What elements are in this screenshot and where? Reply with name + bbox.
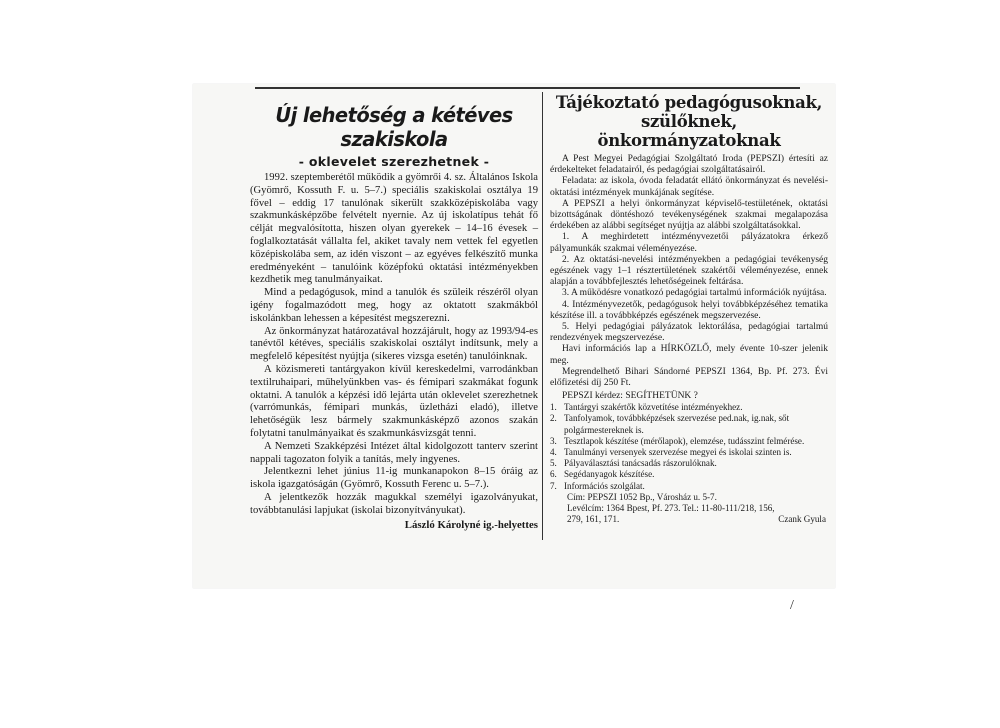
list-number: 5.	[550, 458, 557, 469]
paragraph: Mind a pedagógusok, mind a tanulók és szüleik részéről olyan igény fogalmazódott meg, hogy az oktatott szakmákból iskolánkban lehessen a képesítést megszerezni.	[250, 287, 538, 324]
paragraph: A PEPSZI a helyi önkormányzat képviselő-testületének, oktatási bizottságának döntéshozó tevékenységének szakmai megalapozása érdekében az alábbi segítséget nyújtja az alábbi szolgáltatásokkal.	[550, 198, 828, 232]
paragraph: Megrendelhető Bihari Sándorné PEPSZI 1364, Bp. Pf. 273. Évi előfizetési díj 250 Ft.	[550, 366, 828, 389]
contact-phone-line	[567, 514, 828, 525]
right-article	[550, 93, 828, 526]
right-article-title	[550, 93, 828, 150]
top-rule	[255, 87, 800, 89]
list-number: 2.	[550, 413, 557, 424]
contact-mail: Levélcím: 1364 Bpest, Pf. 273. Tel.: 11-80-111/218, 156,	[567, 503, 775, 514]
paragraph: 3. A működésre vonatkozó pedagógiai tartalmú információk nyújtása.	[562, 288, 827, 299]
list-item	[550, 436, 828, 447]
list-text: Információs szolgálat.	[564, 480, 645, 491]
list-number: 6.	[550, 469, 557, 480]
list-item	[550, 469, 828, 480]
list-number: 4.	[550, 447, 557, 458]
left-article	[250, 93, 538, 531]
right-title-line1: Tájékoztató pedagógusoknak,	[555, 93, 823, 112]
contact-address: Cím: PEPSZI 1052 Bp., Városház u. 5-7.	[567, 491, 717, 502]
list-item	[550, 458, 828, 469]
left-article-signature: László Károlyné ig.-helyettes	[404, 518, 538, 531]
paragraph: A jelentkezők hozzák magukkal személyi igazolványukat, továbbtanulási lapjukat (iskolai bizonyítványukat).	[250, 491, 538, 516]
left-article-subtitle: - oklevelet szerezhetnek -	[298, 154, 490, 169]
list-text: Pályaválasztási tanácsadás rászorulóknak.	[564, 458, 717, 469]
list-text: Segédanyagok készítése.	[564, 469, 655, 480]
list-text: Tesztlapok készítése (mérőlapok), elemzése, tudásszint felmérése.	[564, 435, 805, 446]
contact-block	[567, 492, 828, 526]
paragraph: 4. Intézményvezetők, pedagógusok helyi továbbképzéséhez tematika készítése ill. a továbbképzés egészének megszervezése.	[550, 299, 828, 321]
paragraph: Feladata: az iskola, óvoda feladatát ellátó önkormányzat és nevelési-oktatási intézmények munkájának segítése.	[550, 176, 828, 198]
paragraph: A közismereti tantárgyakon kívül kereskedelmi, varrodánkban textilruhaipari, műhelyünkben vas- és fémipari szakmákat fogunk oktatni. A tanulók a képzési idő lejárta után oklevelet szerezhetnek (varrómunkás, fémipari munkás, üzletházi eladó), illetve lehetőségük lesz bármely szakmunkásképző azonos szakán folytatni tanulmányaikat és szakmunkásvizsgát tenni.	[250, 363, 538, 439]
column-divider	[542, 92, 543, 540]
contact-phone-extensions: 279, 161, 171.	[567, 514, 620, 525]
left-article-body	[250, 172, 538, 531]
paragraph: A Pest Megyei Pedagógiai Szolgáltató Iroda (PEPSZI) értesíti az érdekelteket feladatairól, és pedagógiai szolgáltatásairól.	[550, 154, 828, 176]
paragraph: 5. Helyi pedagógiai pályázatok lektorálása, pedagógiai tartalmú rendezvények megszervezése.	[550, 322, 828, 344]
paragraph: 1. A meghirdetett intézményvezetői pályázatokra érkező pályamunkák szakmai véleményezése.	[550, 232, 828, 254]
list-number: 3.	[550, 435, 557, 446]
list-item	[550, 447, 828, 458]
stray-pen-mark: /	[790, 598, 794, 613]
right-title-line2: szülőknek, önkormányzatoknak	[597, 112, 781, 150]
list-text: Tanfolyamok, továbbképzések szervezése ped.nak, ig.nak, sőt polgármestereknek is.	[564, 413, 790, 435]
list-item	[550, 413, 828, 435]
list-number: 7.	[550, 480, 557, 491]
list-item	[550, 481, 828, 492]
right-article-signature: Czank Gyula	[778, 514, 826, 525]
paragraph: Jelentkezni lehet június 11-ig munkanapokon 8–15 óráig az iskola igazgatóságán (Gyömrő, Kossuth Ferenc u. 5–7.).	[250, 466, 538, 491]
left-article-title: Új lehetőség a kétéves szakiskola	[275, 103, 513, 151]
right-article-body	[550, 154, 828, 526]
list-text: Tanulmányi versenyek szervezése megyei és iskolai szinten is.	[564, 447, 792, 458]
paragraph: 1992. szeptemberétől működik a gyömrői 4. sz. Általános Iskola (Gyömrő, Kossuth F. u. 5–7.) speciális szakiskolai osztálya 19 fővel – eddig 17 tanulónak sikerült szakközépiskolába vagy szakmunkásképzőbe felvételt nyernie. Az új iskolatípus tehát fő célját megvalósította, hiszen olyan gyerekek – 14–16 évesek – foglalkoztatását vállalta fel, akiket tavaly nem vettek fel egyetlen középiskolába sem, az idén viszont – az egyéves felkészítő munka eredményeként – tanulóink középfokú oktatási intézményekben kezdhetik meg tanulmányaikat.	[250, 172, 538, 286]
list-number: 1.	[550, 402, 557, 413]
services-list	[550, 402, 828, 492]
paragraph: Az önkormányzat határozatával hozzájárult, hogy az 1993/94-es tanévtől kétéves, speciális szakiskolai osztályt indítsunk, mely a megfelelő képesítést nyújtja (sikeres vizsga esetén) tanulóinknak.	[250, 325, 538, 363]
paragraph: 2. Az oktatási-nevelési intézményekben a pedagógiai tevékenység egészének vagy 1–1 résztertületének szakértői véleményezése, ennek alapján a továbbfejlesztés lehetőségeinek feltárása.	[550, 254, 828, 288]
paragraph: A Nemzeti Szakképzési Intézet által kidolgozott tanterv szerint nappali tagozaton folyik a tanítás, mely ingyenes.	[250, 440, 538, 465]
question-line: PEPSZI kérdez: SEGÍTHETÜNK ?	[562, 391, 698, 402]
list-item	[550, 402, 828, 413]
paragraph: Havi információs lap a HÍRKÖZLŐ, mely évente 10-szer jelenik meg.	[550, 344, 828, 366]
list-text: Tantárgyi szakértők közvetítése intézményekhez.	[564, 402, 743, 413]
